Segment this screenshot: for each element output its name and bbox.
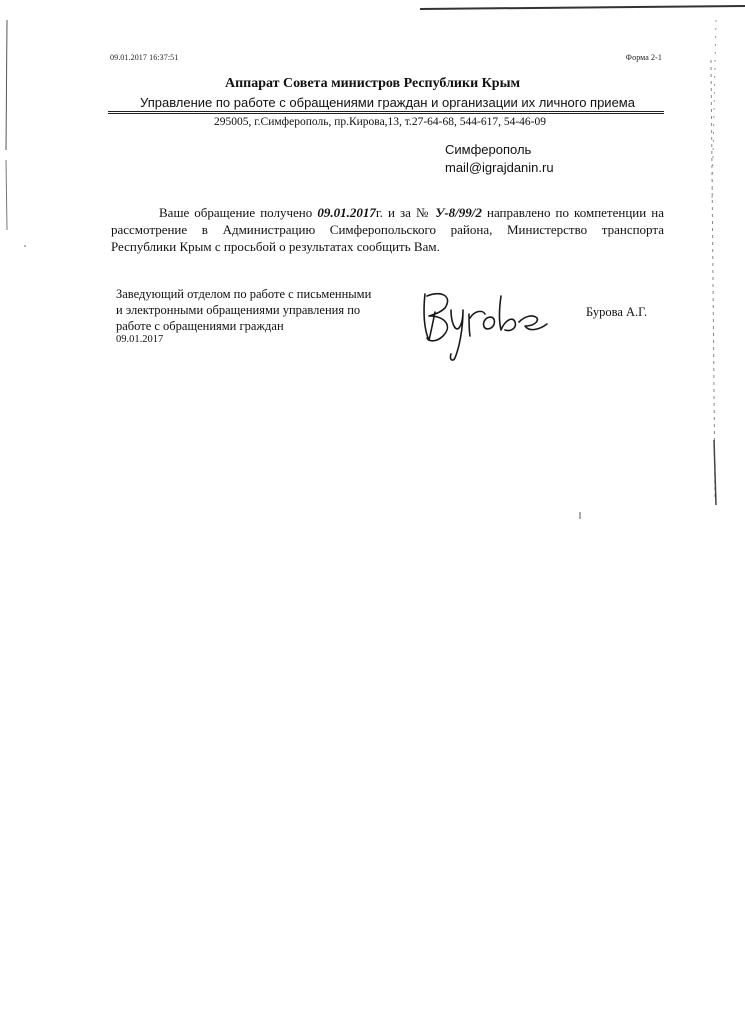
organization-subtitle: Управление по работе с обращениями граждан и организации их личного приема [140, 95, 635, 110]
header-rule-top [108, 111, 664, 112]
recipient-block [445, 141, 554, 177]
signer-name: Бурова А.Г. [586, 305, 648, 319]
signed-date: 09.01.2017 [116, 334, 164, 345]
recipient-city: Симферополь [445, 142, 532, 157]
letter-body [111, 204, 664, 255]
form-number: Форма 2-1 [625, 53, 662, 62]
reference-number: У-8/99/2 [435, 205, 482, 220]
signer-position-line-3: работе с обращениями граждан [116, 319, 284, 333]
received-date: 09.01.2017 [317, 205, 376, 220]
body-part-2: г. и за № [375, 205, 436, 220]
print-timestamp: 09.01.2017 16:37:51 [110, 53, 179, 62]
handwritten-signature [415, 282, 575, 367]
organization-title: Аппарат Совета министров Республики Крым [224, 76, 521, 91]
signer-position-line-1: Заведующий отделом по работе с письменными [116, 287, 372, 301]
header-rule-bottom [108, 113, 664, 114]
signer-position [116, 286, 416, 334]
organization-address: 295005, г.Симферополь, пр.Кирова,13, т.27-64-68, 544-617, 54-46-09 [214, 116, 546, 128]
recipient-email: mail@igrajdanin.ru [445, 160, 554, 175]
body-part-3: направлено по компетенции на рассмотрение в Администрацию Симферопольского района, Министерство транспорта Республики Крым с просьбой о результатах сообщить Вам. [111, 205, 664, 254]
signer-position-line-2: и электронными обращениями управления по [116, 303, 361, 317]
body-part-1: Ваше обращение получено [159, 205, 318, 220]
